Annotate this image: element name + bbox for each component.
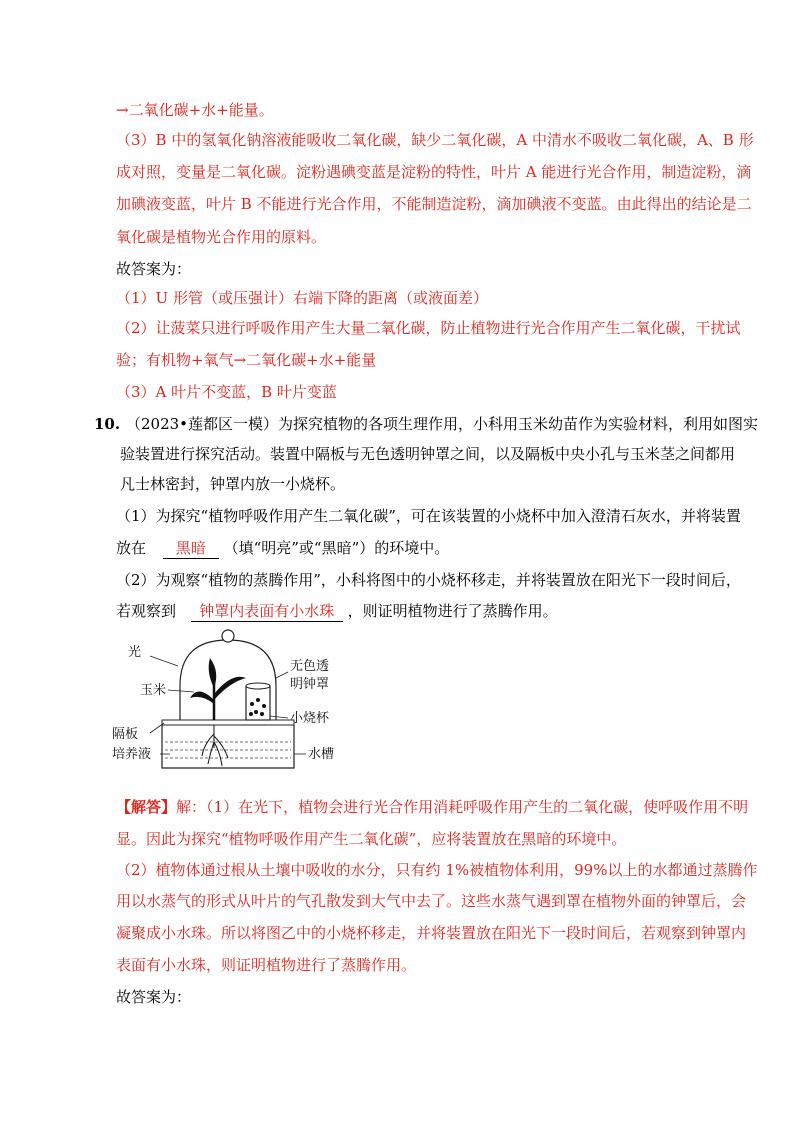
- subquestion-2-line2: [116, 601, 558, 622]
- subquestion-2-answer: 钟罩内表面有小水珠: [191, 601, 343, 622]
- subquestion-1-line2: [116, 538, 449, 559]
- label-light: 光: [128, 645, 142, 660]
- analysis-tag: 【解答】: [116, 798, 177, 816]
- solution-part3-line4: 氧化碳是植物光合作用的原料。: [116, 228, 327, 246]
- subquestion-1-answer: 黑暗: [163, 538, 219, 559]
- subquestion-2-line1: （2）为观察“植物的蒸腾作用”，小科将图中的小烧杯移走，并将装置放在阳光下一段时间后，: [116, 571, 741, 589]
- question-stem-line3: 凡士林密封，钟罩内放一小烧杯。: [120, 475, 346, 493]
- label-tank: 水槽: [308, 747, 335, 762]
- question-stem-line1: （2023•莲都区一模）为探究植物的各项生理作用，小科用玉米幼苗作为实验材料，利用如图实: [126, 415, 759, 433]
- bell-jar-knob: [222, 630, 234, 642]
- analysis-line5: 凝聚成小水珠。所以将图乙中的小烧杯移走，并将装置放在阳光下一段时间后，若观察到钟罩内: [116, 924, 747, 942]
- label-partition: 隔板: [112, 727, 139, 742]
- analysis-line3: （2）植物体通过根从土壤中吸收的水分，只有约 1%被植物体利用，99%以上的水都通过蒸腾作: [116, 861, 758, 879]
- label-corn: 玉米: [140, 683, 167, 698]
- solution-part3-line2: 成对照，变量是二氧化碳。淀粉遇碘变蓝是淀粉的特性，叶片 A 能进行光合作用，制造淀粉，滴: [116, 163, 752, 181]
- analysis-line4: 用以水蒸气的形式从叶片的气孔散发到大气中去了。这些水蒸气遇到罩在植物外面的钟罩后，会: [116, 892, 747, 910]
- answer-2-line2: 验；有机物+氧气→二氧化碳+水+能量: [116, 351, 377, 369]
- question-stem-line2: 验装置进行探究活动。装置中隔板与无色透明钟罩之间，以及隔板中央小孔与玉米茎之间都用: [120, 445, 736, 463]
- solution-part3-line3: 加碘液变蓝，叶片 B 不能进行光合作用，不能制造淀粉，滴加碘液不变蓝。由此得出的结论是二: [116, 195, 752, 213]
- question-number: 10.: [94, 415, 121, 433]
- label-beaker: 小烧杯: [290, 711, 330, 726]
- analysis-line6: 表面有小水珠，则证明植物进行了蒸腾作用。: [116, 956, 417, 974]
- analysis-text-1: （1）在光下，植物会进行光合作用消耗呼吸作用产生的二氧化碳，使呼吸作用不明: [206, 798, 749, 816]
- subquestion-1-prefix: 放在: [116, 539, 147, 557]
- analysis-line1: [116, 797, 748, 817]
- solution-part3-line1: （3）B 中的氢氧化钠溶液能吸收二氧化碳，缺少二氧化碳，A 中清水不吸收二氧化碳，A、B 形: [116, 131, 754, 149]
- label-nutrient: 培养液: [112, 747, 152, 762]
- experiment-apparatus-figure: [110, 628, 350, 778]
- small-beaker: [246, 683, 270, 720]
- answer-label: 故答案为：: [116, 260, 192, 278]
- water-tank: [162, 725, 294, 768]
- analysis-line2: 显。因此为探究“植物呼吸作用产生二氧化碳”，应将装置放在黑暗的环境中。: [116, 830, 627, 848]
- partition: [162, 720, 294, 725]
- label-bell-jar-1: 无色透: [290, 659, 330, 674]
- answer-1: （1）U 形管（或压强计）右端下降的距离（或液面差）: [116, 289, 488, 307]
- analysis-prefix: 解：: [176, 798, 207, 816]
- analysis-answer-label: 故答案为：: [116, 988, 192, 1006]
- label-bell-jar-2: 明钟罩: [290, 677, 330, 692]
- answer-3: （3）A 叶片不变蓝，B 叶片变蓝: [116, 383, 337, 401]
- solution-continuation: →二氧化碳+水+能量。: [116, 101, 274, 119]
- subquestion-1-line1: （1）为探究“植物呼吸作用产生二氧化碳”，可在该装置的小烧杯中加入澄清石灰水，并将装置: [116, 507, 741, 525]
- subquestion-2-suffix: ，则证明植物进行了蒸腾作用。: [347, 602, 558, 620]
- answer-2-line1: （2）让菠菜只进行呼吸作用产生大量二氧化碳，防止植物进行光合作用产生二氧化碳，干扰试: [116, 319, 741, 337]
- subquestion-1-suffix: （填“明亮”或“黑暗”）的环境中。: [223, 539, 450, 557]
- subquestion-2-prefix: 若观察到: [116, 602, 177, 620]
